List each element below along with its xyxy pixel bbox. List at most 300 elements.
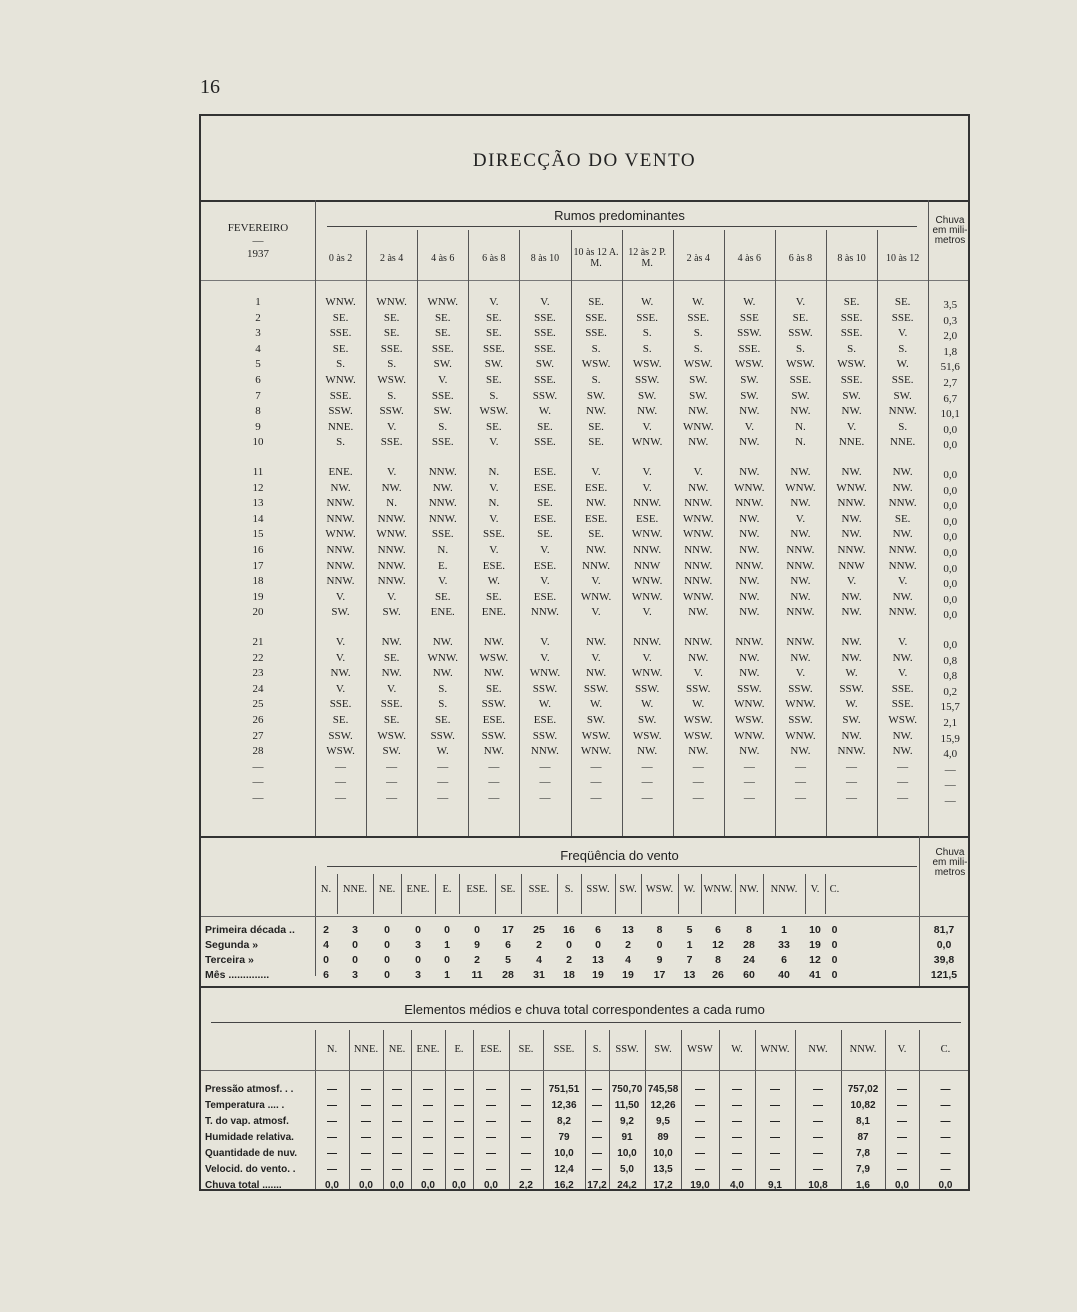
element-row-label: Humidade relativa. <box>205 1132 294 1143</box>
wind-direction-cell: ESE. <box>533 466 557 478</box>
day-number: 7 <box>255 389 261 402</box>
wind-direction-cell: NNW. <box>684 575 713 588</box>
wind-direction-cell: NNW. <box>326 497 355 510</box>
wind-direction-cell: SE. <box>383 327 400 340</box>
wind-direction-cell: SSE. <box>891 682 914 695</box>
wind-direction-cell: V. <box>898 636 908 648</box>
wind-direction-cell: NNW <box>838 559 865 572</box>
wind-direction-cell: SSE. <box>534 311 556 324</box>
frequency-value: 0 <box>415 924 421 936</box>
element-value: 750,70 <box>611 1084 643 1095</box>
element-value: 87 <box>857 1132 869 1143</box>
frequency-value: 60 <box>743 969 755 981</box>
wind-direction-cell: WNW. <box>734 729 765 742</box>
rain-value: 0,8 <box>943 670 958 683</box>
frequency-value: 16 <box>563 924 575 936</box>
rain-value: — <box>944 763 956 776</box>
day-number: 20 <box>252 606 264 619</box>
wind-direction-cell: SSE. <box>329 389 352 402</box>
element-value: 24,2 <box>617 1180 637 1191</box>
day-number: 14 <box>252 512 264 525</box>
wind-direction-cell: S. <box>796 342 805 355</box>
rain-value: 4,0 <box>943 748 958 761</box>
wind-direction-cell: NNW. <box>326 544 355 556</box>
element-value: — <box>732 1132 742 1143</box>
wind-direction-cell: NW. <box>841 651 862 664</box>
wind-direction-cell: V. <box>540 636 550 648</box>
day-number: 18 <box>252 575 264 588</box>
frequency-value: 0 <box>474 924 480 936</box>
wind-direction-cell: SSW. <box>532 729 558 742</box>
element-value: 0,0 <box>421 1180 435 1191</box>
wind-direction-cell: SSW. <box>737 327 762 340</box>
wind-direction-cell: — <box>794 776 806 789</box>
wind-direction-cell: S. <box>693 342 703 355</box>
wind-direction-cell: N. <box>488 497 500 510</box>
frequency-value: 0 <box>656 939 663 951</box>
rain-value: 15,9 <box>940 732 960 745</box>
wind-direction-cell: NW. <box>739 466 760 478</box>
wind-direction-cell: W. <box>692 296 705 308</box>
wind-direction-cell: V. <box>540 544 550 556</box>
rain-value: 10,1 <box>940 408 960 421</box>
wind-direction-cell: NW. <box>841 512 862 525</box>
element-value: 17,2 <box>587 1180 607 1191</box>
wind-direction-cell: — <box>437 792 449 804</box>
element-value: — <box>732 1164 742 1175</box>
element-value: 91 <box>621 1132 633 1143</box>
wind-direction-cell: — <box>488 792 500 804</box>
element-value: — <box>897 1132 907 1143</box>
frequency-value: 6 <box>595 924 601 936</box>
wind-direction-cell: NNW. <box>633 497 662 510</box>
wind-direction-cell: SSW. <box>532 682 558 695</box>
wind-direction-cell: — <box>743 760 755 773</box>
wind-direction-cell: WSW. <box>786 358 815 371</box>
wind-direction-cell: V. <box>591 651 601 664</box>
wind-direction-cell: — <box>590 776 602 789</box>
element-value: 745,58 <box>647 1084 679 1095</box>
wind-direction-cell: SW. <box>535 358 555 371</box>
element-value: 0,0 <box>484 1180 498 1191</box>
wind-direction-cell: — <box>846 776 858 789</box>
wind-direction-cell: NW. <box>892 481 913 494</box>
rain-value: 0,0 <box>943 500 958 513</box>
frequency-value: 3 <box>352 924 358 936</box>
wind-direction-cell: W. <box>436 745 449 758</box>
wind-direction-cell: ESE. <box>533 714 557 726</box>
frequency-value: 3 <box>415 969 421 981</box>
wind-direction-cell: NW. <box>330 667 351 680</box>
direction-column-header: NE. <box>388 1044 406 1055</box>
element-value: 79 <box>558 1132 570 1143</box>
wind-direction-cell: NNW. <box>837 544 866 556</box>
rain-value: 2,1 <box>943 717 958 729</box>
wind-direction-cell: V. <box>795 667 806 680</box>
wind-direction-cell: S. <box>642 327 652 340</box>
wind-direction-cell: — <box>897 792 909 804</box>
wind-direction-cell: NNW. <box>786 636 815 648</box>
wind-direction-cell: NW. <box>586 497 607 510</box>
wind-direction-cell: WSW. <box>683 729 713 742</box>
wind-direction-cell: NW. <box>586 405 607 418</box>
wind-direction-cell: SE. <box>537 528 553 541</box>
frequency-value: 26 <box>712 969 724 981</box>
frequency-value: 4 <box>625 954 631 966</box>
wind-direction-table <box>199 114 970 1191</box>
direction-column-header: V. <box>897 1044 907 1055</box>
wind-direction-cell: V. <box>591 575 601 588</box>
direction-column-header: W. <box>683 884 696 895</box>
rain-value: — <box>944 779 956 792</box>
wind-direction-cell: SSW. <box>481 729 507 742</box>
wind-direction-cell: WSW. <box>479 651 509 664</box>
element-value: — <box>486 1100 496 1111</box>
wind-direction-cell: SSE <box>739 311 759 324</box>
wind-direction-cell: V. <box>795 512 806 525</box>
wind-direction-cell: S. <box>642 342 652 355</box>
wind-direction-cell: NNW. <box>377 512 406 525</box>
wind-direction-cell: ESE. <box>584 512 608 525</box>
wind-direction-cell: SSE. <box>891 311 914 324</box>
wind-direction-cell: NW. <box>688 745 709 758</box>
wind-direction-cell: NW. <box>739 667 760 680</box>
wind-direction-cell: SSW. <box>634 682 660 695</box>
wind-direction-cell: SSE. <box>891 374 914 386</box>
wind-direction-cell: V. <box>438 575 448 588</box>
wind-direction-cell: NW. <box>790 575 811 588</box>
rain-value: 0,3 <box>943 314 958 327</box>
wind-direction-cell: SE. <box>434 714 451 726</box>
day-number: 6 <box>255 374 261 386</box>
element-value: — <box>454 1100 464 1111</box>
frequency-value: 0 <box>595 939 601 951</box>
direction-column-header: ESE. <box>466 884 488 895</box>
wind-direction-cell: SSE. <box>329 327 352 340</box>
wind-direction-cell: WNW. <box>325 528 356 541</box>
element-value: — <box>695 1116 705 1127</box>
wind-direction-cell: WNW. <box>631 436 663 449</box>
wind-direction-cell: W. <box>589 698 603 711</box>
element-value: — <box>695 1100 705 1111</box>
day-number: 27 <box>252 729 264 742</box>
wind-direction-cell: NW. <box>841 405 862 418</box>
wind-direction-cell: WNW. <box>785 729 816 742</box>
wind-direction-cell: NW. <box>739 575 760 588</box>
wind-direction-cell: NW. <box>841 636 862 648</box>
wind-direction-cell: — <box>539 760 551 773</box>
wind-direction-cell: NW. <box>688 405 709 418</box>
element-value: — <box>732 1116 742 1127</box>
frequency-value: 4 <box>323 939 329 951</box>
element-row-label: Quantidade de nuv. <box>205 1148 298 1159</box>
wind-direction-cell: — <box>692 776 704 789</box>
wind-direction-cell: — <box>437 760 449 773</box>
frequency-caption-rule <box>327 866 917 867</box>
wind-direction-cell: V. <box>489 544 499 556</box>
frequency-value: 19 <box>809 939 821 951</box>
wind-direction-cell: — <box>590 792 602 804</box>
element-value: — <box>521 1100 531 1111</box>
wind-direction-cell: SSE. <box>738 342 761 355</box>
element-value: — <box>327 1084 337 1095</box>
frequency-value: 0 <box>323 954 329 966</box>
direction-column-header: NNW. <box>849 1044 877 1055</box>
wind-direction-cell: WNW. <box>785 481 816 494</box>
frequency-value: 9 <box>474 939 480 951</box>
wind-direction-cell: ESE. <box>482 559 505 572</box>
month-label: FEVEREIRO <box>227 222 289 234</box>
wind-direction-cell: SE. <box>383 311 400 324</box>
wind-direction-cell: NW. <box>483 667 504 680</box>
frequency-value: 13 <box>622 924 634 936</box>
element-value: — <box>940 1164 951 1175</box>
element-row-label: Pressão atmosf. . . <box>205 1084 294 1095</box>
frequency-value: 6 <box>781 954 787 966</box>
wind-direction-cell: NW. <box>790 651 811 664</box>
wind-direction-cell: SW. <box>484 358 503 371</box>
wind-direction-cell: NW. <box>739 590 760 603</box>
wind-direction-cell: — <box>794 792 806 804</box>
element-value: — <box>521 1148 531 1159</box>
rain-value: 0,0 <box>943 439 958 452</box>
wind-direction-cell: S. <box>438 682 448 695</box>
wind-direction-cell: V. <box>846 575 857 588</box>
element-value: 0,0 <box>325 1180 339 1191</box>
wind-direction-cell: N. <box>488 466 500 478</box>
frequency-value: 19 <box>592 969 604 981</box>
day-number: 26 <box>252 714 264 726</box>
direction-column-header: S. <box>564 884 574 895</box>
rain-value: 0,0 <box>943 639 958 651</box>
element-value: — <box>813 1132 823 1143</box>
wind-direction-cell: — <box>794 760 806 773</box>
rain-value: 1,8 <box>943 345 958 358</box>
wind-direction-cell: — <box>488 760 500 773</box>
direction-column-header: SSW. <box>615 1044 639 1055</box>
element-value: — <box>454 1132 464 1143</box>
wind-direction-cell: W. <box>641 698 654 711</box>
wind-direction-cell: NNW. <box>530 606 559 619</box>
wind-direction-cell: — <box>846 792 858 804</box>
wind-direction-cell: E. <box>437 559 448 572</box>
frequency-value: 0 <box>444 954 450 966</box>
element-value: — <box>423 1132 433 1143</box>
wind-direction-cell: WSW. <box>377 374 406 386</box>
wind-direction-cell: NNW. <box>377 575 406 588</box>
direction-column-header: ENE. <box>416 1044 440 1055</box>
wind-direction-cell: W. <box>896 358 909 371</box>
day-number: 15 <box>252 528 264 541</box>
element-value: — <box>327 1132 337 1143</box>
frequency-value: 28 <box>502 969 514 981</box>
wind-direction-cell: V. <box>693 667 703 680</box>
element-value: 19,0 <box>690 1180 710 1191</box>
frequency-rain-value: 39,8 <box>933 954 955 966</box>
element-value: — <box>327 1164 337 1175</box>
wind-direction-cell: S. <box>387 358 397 371</box>
wind-direction-cell: S. <box>591 374 601 386</box>
element-value: 0,0 <box>895 1180 909 1191</box>
wind-direction-cell: NNW. <box>428 512 457 525</box>
rain-value: 0,0 <box>943 593 958 606</box>
rain-value: 0,0 <box>943 609 958 622</box>
predominant-directions-section <box>201 200 968 838</box>
wind-direction-cell: SW. <box>842 389 861 402</box>
wind-direction-cell: NNW. <box>582 559 611 572</box>
day-number: 17 <box>252 559 264 572</box>
element-value: — <box>897 1164 907 1175</box>
wind-direction-cell: SSW. <box>634 374 660 386</box>
day-number: — <box>252 760 264 773</box>
direction-column-header: C. <box>829 884 840 895</box>
element-value: 0,0 <box>359 1180 373 1191</box>
wind-direction-cell: W. <box>845 667 858 680</box>
wind-direction-cell: — <box>539 776 551 789</box>
element-value: 89 <box>657 1132 669 1143</box>
wind-direction-cell: V. <box>489 481 499 494</box>
frequency-value: 13 <box>683 969 696 981</box>
header-rule <box>201 916 968 917</box>
wind-direction-cell: — <box>846 760 858 773</box>
wind-direction-cell: NNE. <box>838 436 865 449</box>
element-value: — <box>392 1084 402 1095</box>
wind-direction-cell: — <box>743 792 755 804</box>
hour-column-header: 0 às 2 <box>328 252 353 264</box>
element-value: — <box>592 1164 602 1175</box>
wind-direction-cell: SSW. <box>788 327 813 340</box>
wind-direction-cell: WNW. <box>427 296 458 308</box>
frequency-value: 1 <box>444 969 450 981</box>
element-value: 9,2 <box>620 1116 634 1127</box>
wind-direction-cell: NW. <box>739 405 760 418</box>
wind-direction-cell: WSW. <box>735 358 764 371</box>
wind-direction-cell: NW. <box>739 544 760 556</box>
wind-direction-cell: S. <box>438 698 448 711</box>
wind-direction-cell: NNW. <box>837 497 866 510</box>
frequency-value: 0 <box>831 939 838 951</box>
direction-column-header: W. <box>731 1044 743 1055</box>
wind-direction-cell: SSE. <box>891 698 914 711</box>
wind-direction-cell: V. <box>898 575 908 588</box>
frequency-value: 6 <box>715 924 721 936</box>
element-value: — <box>940 1100 951 1111</box>
wind-direction-cell: S. <box>847 342 856 355</box>
wind-direction-cell: V. <box>335 590 346 603</box>
wind-direction-cell: W. <box>692 698 705 711</box>
direction-column-header: SE. <box>500 884 516 895</box>
frequency-value: 0 <box>831 924 838 936</box>
wind-direction-cell: NNW. <box>428 466 457 478</box>
frequency-value: 17 <box>502 924 514 936</box>
direction-column-header: NNE. <box>353 1044 379 1055</box>
rain-value: 0,2 <box>943 685 958 698</box>
wind-direction-cell: ESE. <box>533 481 557 494</box>
element-value: 4,0 <box>730 1180 744 1191</box>
wind-direction-cell: NNW. <box>786 559 815 572</box>
rain-value: 0,0 <box>943 562 958 575</box>
wind-direction-cell: WSW. <box>581 729 611 742</box>
wind-direction-cell: SSW. <box>532 389 558 402</box>
wind-direction-cell: — <box>335 760 347 773</box>
direction-column-header: SE. <box>518 1044 534 1055</box>
wind-direction-cell: NNW. <box>684 559 713 572</box>
frequency-value: 18 <box>563 969 575 981</box>
wind-direction-cell: V. <box>540 651 550 664</box>
wind-direction-cell: NW. <box>586 544 607 556</box>
wind-direction-cell: SSE. <box>329 698 352 711</box>
wind-direction-cell: N. <box>795 420 806 433</box>
wind-direction-cell: S. <box>336 436 345 449</box>
frequency-value: 6 <box>323 969 329 981</box>
wind-direction-cell: NW. <box>739 651 760 664</box>
wind-direction-cell: NNW. <box>888 405 917 418</box>
wind-direction-cell: NW. <box>739 512 760 525</box>
element-value: 757,02 <box>847 1084 879 1095</box>
wind-direction-cell: NNW. <box>888 497 917 510</box>
hour-column-header: 8 às 10 <box>837 252 866 264</box>
element-value: — <box>732 1084 742 1095</box>
direction-column-header: N. <box>320 884 332 895</box>
frequency-value: 3 <box>415 939 421 951</box>
element-value: — <box>695 1148 705 1159</box>
element-value: — <box>327 1148 337 1159</box>
element-value: — <box>732 1100 742 1111</box>
element-value: 1,6 <box>856 1180 870 1191</box>
day-number: 23 <box>252 667 264 680</box>
frequency-value: 40 <box>778 969 790 981</box>
wind-direction-cell: NNW. <box>888 606 917 619</box>
element-value: — <box>327 1116 337 1127</box>
element-value: — <box>521 1084 531 1095</box>
direction-column-header: NW. <box>808 1044 828 1055</box>
day-number: 10 <box>252 436 264 449</box>
day-number: 25 <box>252 698 264 711</box>
wind-direction-cell: V. <box>642 466 652 478</box>
wind-direction-cell: SSW. <box>686 682 711 695</box>
wind-direction-cell: SE. <box>588 420 604 433</box>
hour-column-header: 10 às 12 <box>885 252 920 264</box>
wind-direction-cell: NW. <box>790 528 811 541</box>
element-row-label: Temperatura .... . <box>205 1100 285 1111</box>
wind-direction-cell: NNW. <box>786 544 815 556</box>
element-value: — <box>897 1084 907 1095</box>
wind-direction-cell: SW. <box>791 389 810 402</box>
wind-direction-cell: WSW. <box>581 358 611 371</box>
element-value: — <box>392 1164 402 1175</box>
element-value: — <box>940 1132 951 1143</box>
wind-direction-cell: NW. <box>841 466 862 478</box>
frequency-value: 0 <box>352 939 358 951</box>
rain-value: 0,0 <box>943 515 958 528</box>
element-value: — <box>486 1132 496 1143</box>
wind-direction-cell: NW. <box>432 667 453 680</box>
frequency-value: 8 <box>715 954 721 966</box>
wind-direction-cell: NNE. <box>889 436 916 449</box>
element-value: — <box>592 1116 602 1127</box>
means-caption: Elementos médios e chuva total correspondentes a cada rumo <box>404 1002 765 1017</box>
frequency-value: 0 <box>352 954 358 966</box>
direction-column-header: SW. <box>654 1044 672 1055</box>
wind-direction-cell: WNW. <box>836 481 867 494</box>
wind-direction-cell: N. <box>386 497 397 510</box>
wind-direction-cell: NW. <box>688 481 709 494</box>
element-value: — <box>454 1116 464 1127</box>
wind-direction-cell: V. <box>898 327 908 340</box>
element-value: — <box>770 1116 780 1127</box>
element-value: — <box>813 1084 823 1095</box>
wind-direction-cell: SW. <box>638 714 657 726</box>
